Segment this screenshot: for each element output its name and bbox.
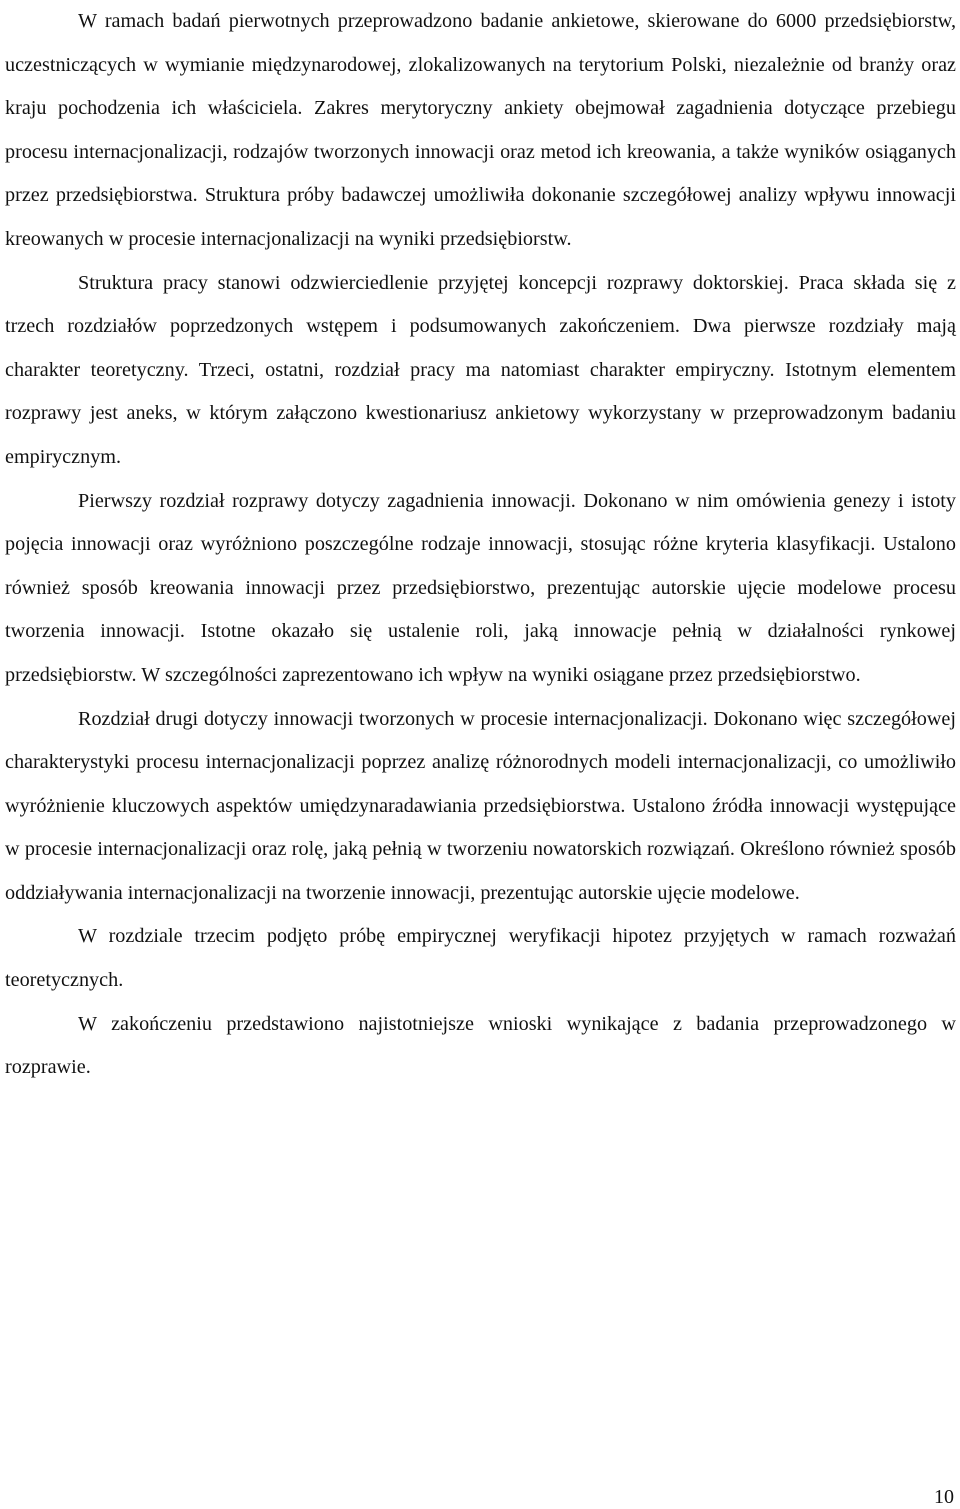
page-number: 10: [934, 1486, 954, 1508]
paragraph-chapter-one: Pierwszy rozdział rozprawy dotyczy zagadnienia innowacji. Dokonano w nim omówienia genezy i istoty pojęcia innowacji oraz wyróżniono poszczególne rodzaje innowacji, stosując różne kryteria klasyfikacji. Ustalono również sposób kreowania innowacji przez przedsiębiorstwo, prezentując autorskie ujęcie modelowe procesu tworzenia innowacji. Istotne okazało się ustalenie roli, jaką innowacje pełnią w działalności rynkowej przedsiębiorstw. W szczególności zaprezentowano ich wpływ na wyniki osiągane przez przedsiębiorstwo.: [5, 489, 956, 686]
paragraph-work-structure: Struktura pracy stanowi odzwierciedlenie przyjętej koncepcji rozprawy doktorskiej. Praca składa się z trzech rozdziałów poprzedzonych wstępem i podsumowanych zakończeniem. Dwa pierwsze rozdziały mają charakter teoretyczny. Trzeci, ostatni, rozdział pracy ma natomiast charakter empiryczny. Istotnym elementem rozprawy jest aneks, w którym załączono kwestionariusz ankietowy wykorzystany w przeprowadzonym badaniu empirycznym.: [5, 271, 956, 468]
paragraph-chapter-two: Rozdział drugi dotyczy innowacji tworzonych w procesie internacjonalizacji. Dokonano więc szczegółowej charakterystyki procesu internacjonalizacji poprzez analizę różnorodnych modeli internacjonalizacji, co umożliwiło wyróżnienie kluczowych aspektów umiędzynaradawiania przedsiębiorstwa. Ustalono źródła innowacji występujące w procesie internacjonalizacji oraz rolę, jaką pełnią w tworzeniu nowatorskich rozwiązań. Określono również sposób oddziaływania internacjonalizacji na tworzenie innowacji, prezentując autorskie ujęcie modelowe.: [5, 707, 956, 904]
document-body: [5, 0, 956, 1090]
paragraph-research-method: W ramach badań pierwotnych przeprowadzono badanie ankietowe, skierowane do 6000 przedsiębiorstw, uczestniczących w wymianie międzynarodowej, zlokalizowanych na terytorium Polski, niezależnie od branży oraz kraju pochodzenia ich właściciela. Zakres merytoryczny ankiety obejmował zagadnienia dotyczące przebiegu procesu internacjonalizacji, rodzajów tworzonych innowacji oraz metod ich kreowania, a także wyników osiąganych przez przedsiębiorstwa. Struktura próby badawczej umożliwiła dokonanie szczegółowej analizy wpływu innowacji kreowanych w procesie internacjonalizacji na wyniki przedsiębiorstw.: [5, 10, 956, 250]
paragraph-conclusion: W zakończeniu przedstawiono najistotniejsze wnioski wynikające z badania przeprowadzonego w rozprawie.: [5, 1012, 956, 1079]
paragraph-chapter-three: W rozdziale trzecim podjęto próbę empirycznej weryfikacji hipotez przyjętych w ramach rozważań teoretycznych.: [5, 925, 956, 992]
